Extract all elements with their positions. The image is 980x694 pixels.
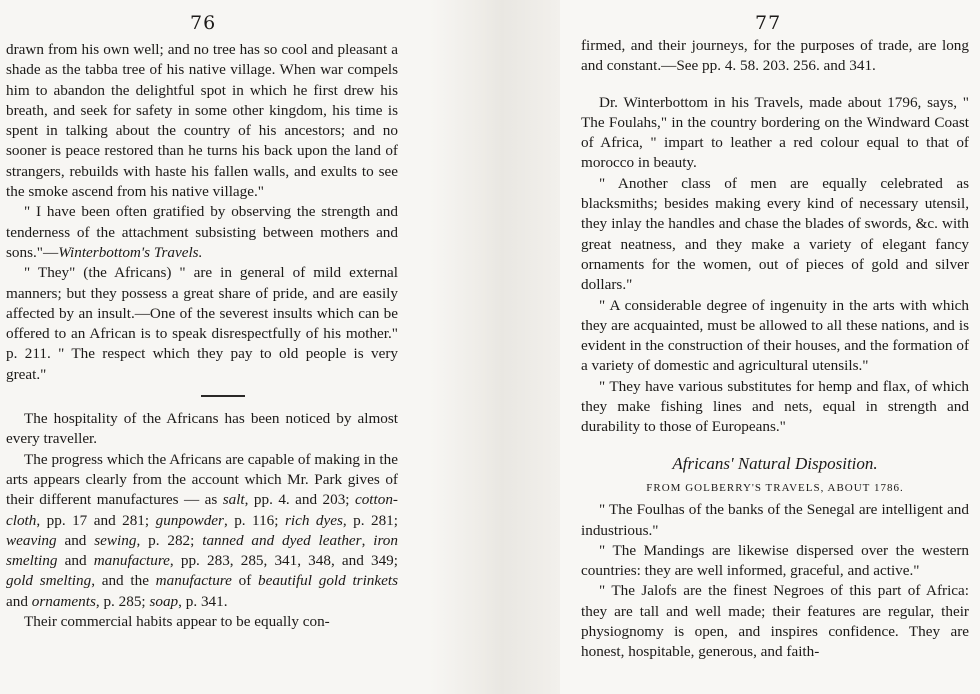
paragraph: " The Jalofs are the finest Negroes of this part of Africa: they are tall and well made; their features are regular, their physiognomy is open, and inspires confidence. They are honest, hospitable, generous, and faith-: [581, 582, 969, 661]
paragraph: " They have various substitutes for hemp and flax, of which they make fishing lines and nets, equal in strength and durability to those of Europeans.": [581, 377, 969, 436]
paragraph: Dr. Winterbottom in his Travels, made about 1796, says, " The Foulahs," in the country bordering on the Windward Coast of Africa, " impart to leather a red colour equal to that of morocco in beauty.: [581, 93, 969, 172]
paragraph: The hospitality of the Africans has been noticed by almost every traveller.: [6, 410, 398, 448]
paragraph: Their commercial habits appear to be equally con-: [24, 613, 330, 631]
paragraph: " They" (the Africans) " are in general of mild external manners; but they possess a great share of pride, and are easily affected by an insult.—One of the severest insults which can be offered to an African is to speak disrespectfully of his mother." p. 211. " The respect which they pay to old people is very great.": [6, 264, 398, 383]
paragraph: " The Foulhas of the banks of the Senegal are intelligent and industrious.": [581, 501, 969, 539]
citation: Winterbottom's Travels.: [58, 243, 203, 261]
page-number: 77: [755, 12, 782, 34]
page-number: 76: [190, 12, 217, 34]
section-subheading: FROM GOLBERRY'S TRAVELS, ABOUT 1786.: [646, 481, 904, 494]
paragraph: The progress which the Africans are capable of making in the arts appears clearly from the account which Mr. Park gives of their different manufactures — as salt, pp. 4. and 203; cotton-cloth, pp. 17 and 281; gunpowder, p. 116; rich dyes, p. 281; weaving and sewing, p. 282; tanned and dyed leather, iron smelting and manufacture, pp. 283, 285, 341, 348, and 349; gold smelting, and the manufacture of beautiful gold trinkets and ornaments, p. 285; soap, p. 341.: [6, 450, 399, 610]
paragraph: [6, 202, 398, 263]
paragraph: drawn from his own well; and no tree has so cool and pleasant a shade as the tabba tree of his native village. When war compels him to abandon the delightful spot in which he first drew his breath, and seek for safety in some other kingdom, his time is spent in talking about the country of his ancestors; and no sooner is peace restored than he turns his back upon the land of strangers, rebuilds with haste his fallen walls, and exults to see the smoke ascend from his native village.": [6, 41, 398, 201]
paragraph: " The Mandings are likewise dispersed over the western countries: they are well informed, graceful, and active.": [581, 541, 969, 580]
section-heading: Africans' Natural Disposition.: [672, 453, 878, 473]
paragraph: " A considerable degree of ingenuity in the arts with which they are acquainted, must be allowed to all these nations, and is evident in the construction of their houses, and the formation of a variety of domestic and agricultural utensils.": [581, 296, 969, 375]
section-divider: [201, 395, 245, 397]
left-page: [0, 0, 430, 694]
book-gutter: [430, 0, 560, 694]
right-page: [560, 0, 980, 694]
quote-text: " I have been often gratified by observing the strength and tenderness of the attachment subsisting between mothers and sons."—: [6, 203, 398, 261]
paragraph: firmed, and their journeys, for the purposes of trade, are long and constant.—See pp. 4. 58. 203. 256. and 341.: [581, 37, 969, 75]
right-page-text: [581, 36, 969, 663]
left-page-text: [6, 40, 398, 632]
paragraph: " Another class of men are equally celebrated as blacksmiths; besides making every kind of necessary utensil, they inlay the handles and chase the blades of swords, &c. with great neatness, and they make a variety of elegant fancy ornaments for the women, out of pieces of gold and silver dollars.": [581, 174, 969, 294]
